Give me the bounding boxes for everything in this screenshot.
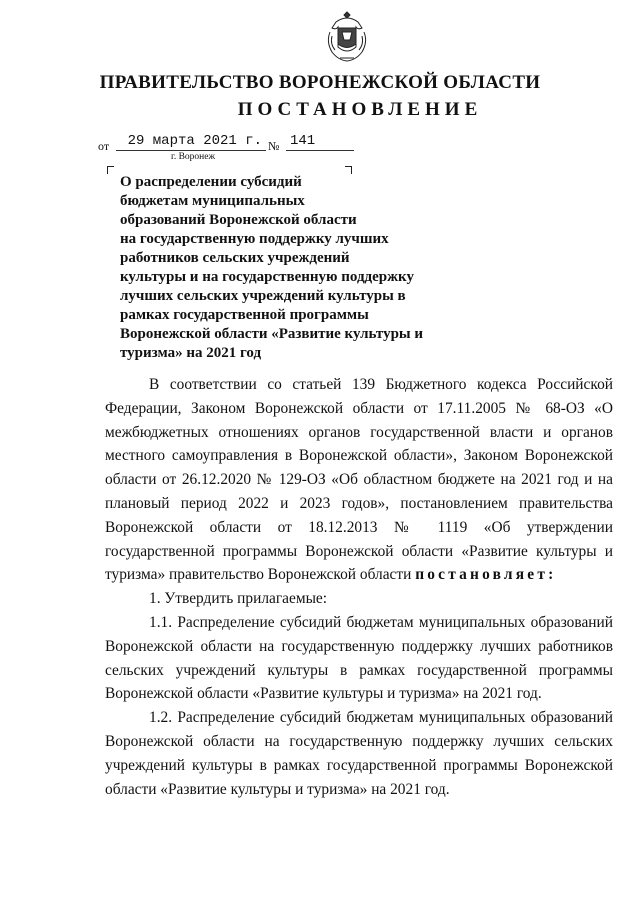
decree-date: 29 марта 2021 г. <box>116 133 266 151</box>
subject-line: туризма» на 2021 год <box>120 345 262 361</box>
subject-line: лучших сельских учреждений культуры в <box>120 288 406 304</box>
item-1-1: 1.1. Распределение субсидий бюджетам муниципальных образований Воронежской области на государственную поддержку лучших работников сельских учреждений культуры в рамках государственной программы Воронежской области «Развитие культуры и туризма» на 2021 год. <box>105 613 613 703</box>
bracket-corner-left <box>107 166 114 174</box>
preamble-paragraph <box>105 373 613 587</box>
preamble-text: В соответствии со статьей 139 Бюджетного кодекса Российской Федерации, Законом Воронежской области от 17.11.2005 № 68-ОЗ «О межбюджетных отношениях органов государственной власти и органов местного самоуправления в Воронежской области», Законом Воронежской области от 26.12.2020 № 129-ОЗ «Об областном бюджете на 2021 год и на плановый период 2022 и 2023 годов», постановлением правительства Воронежской области от 18.12.2013 № 1119 «Об утверждении государственной программы Воронежской области «Развитие культуры и туризма» правительство Воронежской области <box>105 376 613 584</box>
from-label: от <box>98 139 110 153</box>
decree-subject <box>120 173 440 363</box>
decides-keyword: постановляет: <box>415 566 557 584</box>
item-1: 1. Утвердить прилагаемые: <box>149 590 328 608</box>
coat-of-arms-icon <box>322 8 372 66</box>
decree-body <box>105 373 613 801</box>
subject-line: бюджетам муниципальных <box>120 193 305 209</box>
city-label: г. Воронеж <box>171 152 216 162</box>
subject-line: образований Воронежской области <box>120 212 357 228</box>
decree-number: 141 <box>286 133 354 151</box>
subject-line: О распределении субсидий <box>120 174 302 190</box>
document-type: ПОСТАНОВЛЕНИЕ <box>237 99 483 120</box>
government-title: ПРАВИТЕЛЬСТВО ВОРОНЕЖСКОЙ ОБЛАСТИ <box>99 72 541 93</box>
item-1-2: 1.2. Распределение субсидий бюджетам муниципальных образований Воронежской области на государственную поддержку лучших сельских учреждений культуры в рамках государственной программы Воронежской области «Развитие культуры и туризма» на 2021 год. <box>105 709 613 798</box>
subject-line: культуры и на государственную поддержку <box>120 269 414 285</box>
number-label: № <box>268 139 280 153</box>
subject-line: на государственную поддержку лучших <box>120 231 389 247</box>
subject-line: работников сельских учреждений <box>120 250 350 266</box>
subject-line: рамках государственной программы <box>120 307 369 323</box>
subject-line: Воронежской области «Развитие культуры и <box>120 326 424 342</box>
